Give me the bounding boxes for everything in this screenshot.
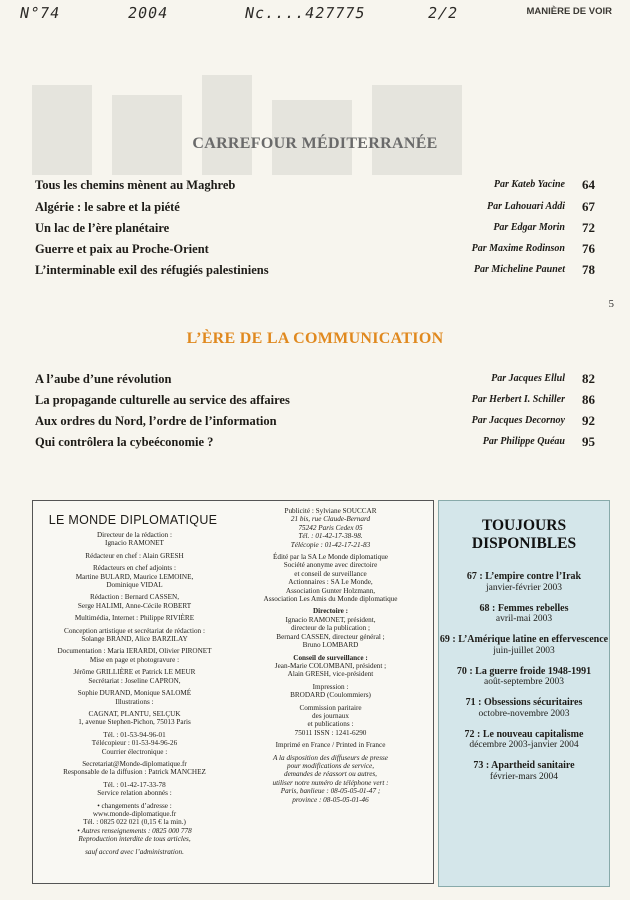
credits-line: Paris, banlieue : 08-05-05-01-47 ;: [280, 787, 381, 796]
toujours-title: [439, 517, 609, 553]
toc-entry: [35, 414, 595, 434]
toujours-title-line1: TOUJOURS: [481, 517, 567, 534]
credits-line: Tél. : 0825 022 021 (0,15 € la min.): [83, 818, 186, 827]
toc-entry-title: L’interminable exil des réfugiés palestiniens: [35, 263, 269, 277]
back-issue-title: 67 : L’empire contre l’Irak: [466, 571, 582, 582]
back-issue-item: [439, 697, 609, 720]
credits-line: et publications :: [307, 720, 354, 729]
credits-line: Sophie DURAND, Monique SALOMÉ: [77, 689, 192, 698]
credits-line: Rédaction : Bernard CASSEN,: [89, 593, 180, 602]
toc-entry: [35, 242, 595, 262]
back-issue-date: août-septembre 2003: [484, 677, 564, 687]
credits-line: Responsable de la diffusion : Patrick MANCHEZ: [63, 768, 206, 777]
credits-line: Télécopie : 01-42-17-21-83: [290, 540, 371, 549]
back-issues-list: [439, 571, 609, 792]
credits-line: Illustrations :: [115, 697, 154, 706]
toc-entry-author: Par Jacques Decornoy: [471, 415, 565, 426]
toc-entry: [35, 221, 595, 241]
credits-line: Télécopieur : 01-53-94-96-26: [91, 739, 178, 748]
credits-line: Alain GRESH, vice-président: [287, 670, 374, 679]
credits-line: Secretariat@Monde-diplomatique.fr: [82, 759, 187, 768]
toc-entry: [35, 263, 595, 283]
credits-line: Serge HALIMI, Anne-Cécile ROBERT: [77, 601, 192, 610]
credits-line: Actionnaires : SA Le Monde,: [288, 578, 373, 587]
back-issue-item: [439, 760, 609, 783]
credits-line: Service relation abonnés :: [97, 789, 172, 798]
toc-entry: [35, 393, 595, 413]
toc-entry-page: 95: [582, 434, 595, 449]
credits-line: Société anonyme avec directoire: [283, 561, 378, 570]
toc-entry-title: Algérie : le sabre et la piété: [35, 200, 180, 214]
toc-entry-author: Par Jacques Ellul: [491, 373, 565, 384]
toc-entry: [35, 372, 595, 392]
back-issue-item: [439, 634, 609, 657]
credits-line: Ignacio RAMONET, président,: [285, 615, 376, 624]
toujours-disponibles-box: [438, 500, 610, 887]
credits-box: [32, 500, 434, 884]
credits-line: Impression :: [312, 682, 349, 691]
back-issue-date: décembre 2003-janvier 2004: [469, 740, 579, 750]
credits-line: Bernard CASSEN, directeur général ;: [276, 632, 385, 641]
credits-line: Ignacio RAMONET: [105, 539, 164, 548]
back-issue-item: [439, 666, 609, 689]
toc-entry-page: 78: [582, 262, 595, 277]
credits-line: utiliser notre numéro de téléphone vert :: [272, 778, 389, 787]
page-number: 5: [608, 298, 614, 310]
credits-line: Association Gunter Holzmann,: [285, 586, 376, 595]
back-issue-item: [439, 571, 609, 594]
credits-line: Secrétariat : Joseline CAPRON,: [88, 676, 181, 685]
back-issue-title: 70 : La guerre froide 1948-1991: [456, 665, 592, 677]
toc-entry-author: Par Maxime Rodinson: [471, 243, 565, 254]
credits-line: Conception artistique et secrétariat de rédaction :: [64, 626, 205, 635]
credits-line: Jean-Marie COLOMBANI, président ;: [274, 661, 387, 670]
credits-column-left: [37, 531, 232, 856]
toc-entry-page: 82: [582, 371, 595, 386]
credits-line: A la disposition des diffuseurs de presse: [273, 753, 388, 762]
credits-line: Commission paritaire: [299, 703, 362, 712]
credits-title: LE MONDE DIPLOMATIQUE: [48, 513, 218, 527]
credits-line: Directoire :: [312, 607, 349, 616]
toc-entry-title: Guerre et paix au Proche-Orient: [35, 242, 209, 256]
back-issue-title: 73 : Apartheid sanitaire: [473, 760, 575, 771]
credits-line: Imprimé en France / Printed in France: [275, 741, 386, 750]
back-issue-date: février-mars 2004: [489, 771, 559, 782]
credits-line: • Autres renseignements : 0825 000 778: [77, 826, 192, 835]
credits-line: Documentation : Maria IERARDI, Olivier PIRONET: [57, 647, 212, 656]
magazine-name: MANIÈRE DE VOIR: [526, 6, 612, 17]
toc-entry-page: 92: [582, 413, 595, 428]
credits-line: 1, avenue Stephen-Pichon, 75013 Paris: [78, 718, 191, 727]
toc-entry-page: 72: [582, 220, 595, 235]
toc-entry-title: Tous les chemins mènent au Maghreb: [35, 178, 236, 192]
back-issue-date: avril-mai 2003: [495, 614, 553, 624]
credits-line: BRODARD (Coulommiers): [290, 691, 371, 700]
ghost-background-lettering: [22, 55, 492, 185]
credits-line: Multimédia, Internet : Philippe RIVIÈRE: [74, 614, 195, 623]
toc-entry: [35, 200, 595, 220]
credits-line: pour modifications de service,: [286, 761, 375, 770]
credits-line: Solange BRAND, Alice BARZILAY: [81, 635, 188, 644]
credits-line: Directeur de la rédaction :: [96, 531, 173, 539]
back-issue-title: 72 : Le nouveau capitalisme: [464, 728, 584, 740]
handwritten-year: 2004: [126, 4, 170, 22]
back-issue-date: octobre-novembre 2003: [478, 708, 570, 719]
back-issue-date: janvier-février 2003: [485, 582, 563, 593]
back-issue-date: juin-juillet 2003: [493, 645, 555, 656]
credits-line: Jérôme GRILLIÈRE et Patrick LE MEUR: [73, 668, 196, 677]
back-issue-item: [439, 729, 609, 752]
credits-line: Mise en page et photogravure :: [89, 655, 180, 664]
credits-line: province : 08-05-05-01-46: [292, 795, 369, 804]
toc-entry-page: 67: [582, 199, 595, 214]
handwritten-issue: N°74: [18, 4, 62, 22]
toujours-title-line2: DISPONIBLES: [471, 535, 577, 552]
back-issue-item: [439, 603, 609, 626]
toc-entry-author: Par Micheline Paunet: [473, 264, 565, 275]
toc-entry-page: 76: [582, 241, 595, 256]
toc-entry-author: Par Philippe Quéau: [482, 436, 565, 447]
credits-line: CAGNAT, PLANTU, SELÇUK: [88, 709, 181, 718]
credits-line: 21 bis, rue Claude-Bernard: [290, 515, 371, 524]
back-issue-title: 71 : Obsessions sécuritaires: [465, 697, 583, 708]
handwritten-page-fraction: 2/2: [426, 4, 460, 22]
toc-entry-author: Par Lahouari Addi: [487, 201, 565, 212]
credits-line: sauf accord avec l’administration.: [85, 847, 184, 856]
back-issue-title: 69 : L’Amérique latine en effervescence: [439, 634, 609, 645]
credits-line: Rédacteur en chef : Alain GRESH: [85, 551, 184, 560]
toc-entry-title: Aux ordres du Nord, l’ordre de l’information: [35, 414, 277, 428]
section-title-carrefour: CARREFOUR MÉDITERRANÉE: [192, 135, 438, 152]
credits-line: Tél. : 01-42-17-33-78: [103, 780, 166, 789]
credits-line: Courrier électronique :: [101, 747, 168, 756]
credits-column-right: [233, 507, 428, 804]
section-title-communication: L’ÈRE DE LA COMMUNICATION: [186, 330, 444, 347]
credits-line: directeur de la publication ;: [290, 624, 371, 633]
credits-line: www.monde-diplomatique.fr: [92, 809, 177, 818]
credits-line: • changements d’adresse :: [97, 801, 172, 810]
credits-line: Association Les Amis du Monde diplomatique: [263, 595, 398, 604]
credits-line: des journaux: [312, 711, 349, 720]
toc-entry-author: Par Kateb Yacine: [493, 179, 565, 190]
toc-entry-title: Un lac de l’ère planétaire: [35, 221, 170, 235]
toc-entry-title: A l’aube d’une révolution: [35, 372, 172, 386]
credits-line: Publicité : Sylviane SOUCCAR: [284, 507, 377, 515]
credits-line: Conseil de surveillance :: [293, 653, 368, 662]
credits-line: Tél. : 01-42-17-38-98.: [298, 532, 363, 541]
credits-line: Tél. : 01-53-94-96-01: [103, 730, 166, 739]
credits-line: et conseil de surveillance: [294, 569, 367, 578]
credits-line: Martine BULARD, Maurice LEMOINE,: [75, 572, 194, 581]
toc-entry-page: 64: [582, 177, 595, 192]
credits-line: demandes de réassort ou autres,: [284, 770, 377, 779]
handwritten-reference: Nc....427775: [243, 4, 367, 22]
toc-entry-author: Par Edgar Morin: [493, 222, 565, 233]
toc-entry-author: Par Herbert I. Schiller: [471, 394, 565, 405]
credits-line: Édité par la SA Le Monde diplomatique: [273, 553, 388, 562]
toc-entry-title: Qui contrôlera la cybeéconomie ?: [35, 435, 214, 449]
toc-entry-title: La propagande culturelle au service des affaires: [35, 393, 290, 407]
toc-entry: [35, 435, 595, 455]
toc-entry: [35, 178, 595, 198]
credits-line: Bruno LOMBARD: [302, 641, 359, 650]
credits-line: 75011 ISSN : 1241-6290: [294, 728, 367, 737]
credits-line: Reproduction interdite de tous articles,: [78, 835, 191, 844]
credits-line: Dominique VIDAL: [106, 581, 163, 590]
toc-entry-page: 86: [582, 392, 595, 407]
credits-line: Rédacteurs en chef adjoints :: [92, 564, 177, 573]
credits-line: 75242 Paris Cedex 05: [298, 523, 363, 532]
back-issue-title: 68 : Femmes rebelles: [479, 602, 569, 614]
